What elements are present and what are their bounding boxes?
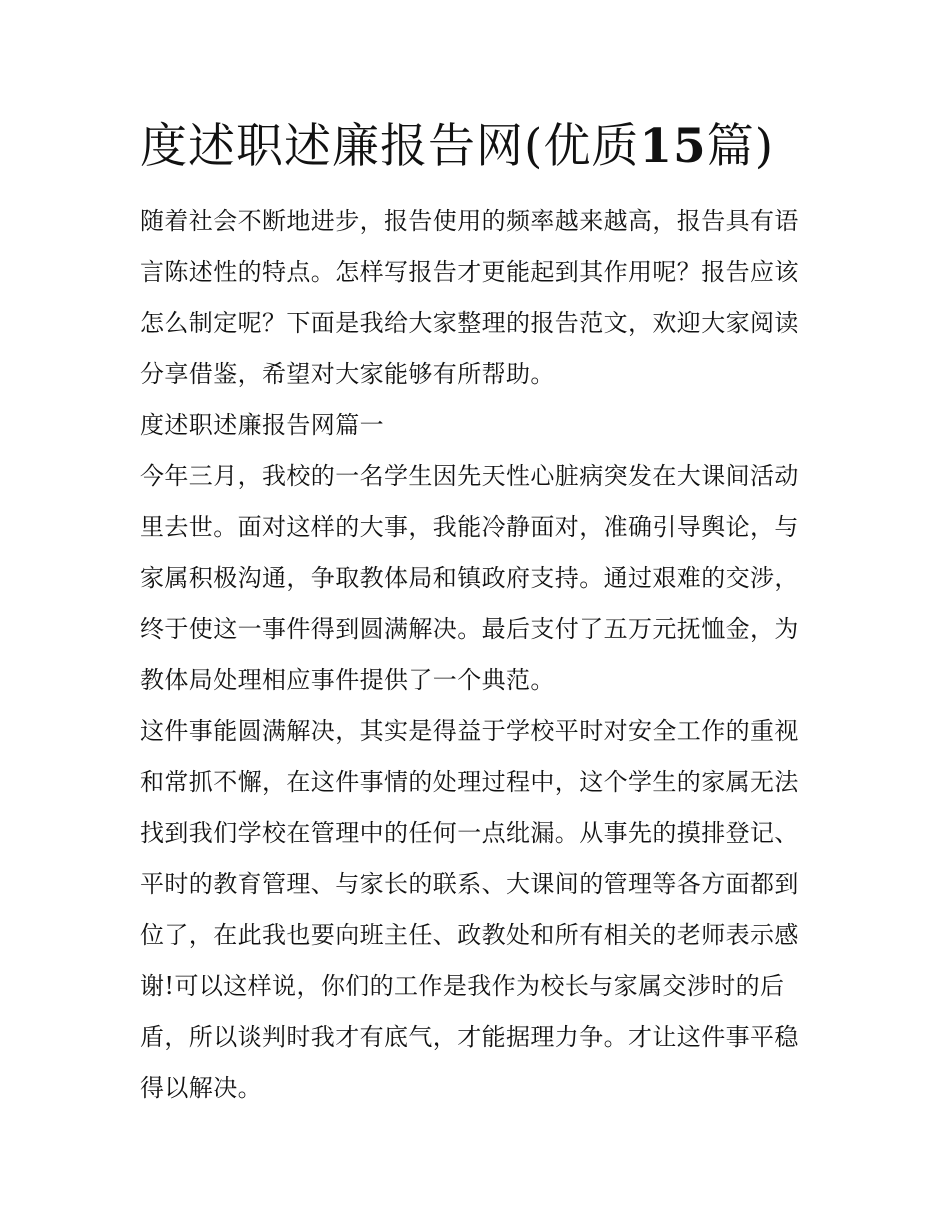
text-line: 终于使这一事件得到圆满解决。最后支付了五万元抚恤金，为 <box>140 615 799 643</box>
body-paragraph <box>140 451 812 706</box>
title-count: 15 <box>639 119 707 174</box>
text-line: 教体局处理相应事件提供了一个典范。 <box>140 666 555 694</box>
title-text: 度述职述廉报告网(优质 <box>140 119 640 174</box>
document-title <box>140 112 840 182</box>
text-line: 言陈述性的特点。怎样写报告才更能起到其作用呢？报告应该 <box>140 258 799 286</box>
text-line: 今年三月，我校的一名学生因先天性心脏病突发在大课间活动 <box>140 462 799 490</box>
text-line: 度述职述廉报告网篇一 <box>140 411 384 439</box>
body-paragraph <box>140 706 812 1114</box>
text-line: 盾，所以谈判时我才有底气，才能据理力争。才让这件事平稳 <box>140 1023 799 1051</box>
text-line: 找到我们学校在管理中的任何一点纰漏。从事先的摸排登记、 <box>140 819 799 847</box>
text-line: 得以解决。 <box>140 1074 262 1102</box>
text-line: 怎么制定呢？下面是我给大家整理的报告范文，欢迎大家阅读 <box>140 309 799 337</box>
document-body <box>140 196 812 1114</box>
text-line: 谢!可以这样说，你们的工作是我作为校长与家属交涉时的后 <box>140 972 785 1000</box>
intro-paragraph <box>140 196 812 400</box>
text-line: 家属积极沟通，争取教体局和镇政府支持。通过艰难的交涉， <box>140 564 799 592</box>
text-line: 这件事能圆满解决，其实是得益于学校平时对安全工作的重视 <box>140 717 799 745</box>
text-line: 位了，在此我也要向班主任、政教处和所有相关的老师表示感 <box>140 921 799 949</box>
text-line: 平时的教育管理、与家长的联系、大课间的管理等各方面都到 <box>140 870 799 898</box>
text-line: 和常抓不懈，在这件事情的处理过程中，这个学生的家属无法 <box>140 768 799 796</box>
section-heading <box>140 400 812 451</box>
text-line: 分享借鉴，希望对大家能够有所帮助。 <box>140 360 555 388</box>
text-line: 里去世。面对这样的大事，我能冷静面对，准确引导舆论，与 <box>140 513 799 541</box>
text-line: 随着社会不断地进步，报告使用的频率越来越高，报告具有语 <box>140 207 799 235</box>
title-suffix: 篇) <box>706 119 775 174</box>
